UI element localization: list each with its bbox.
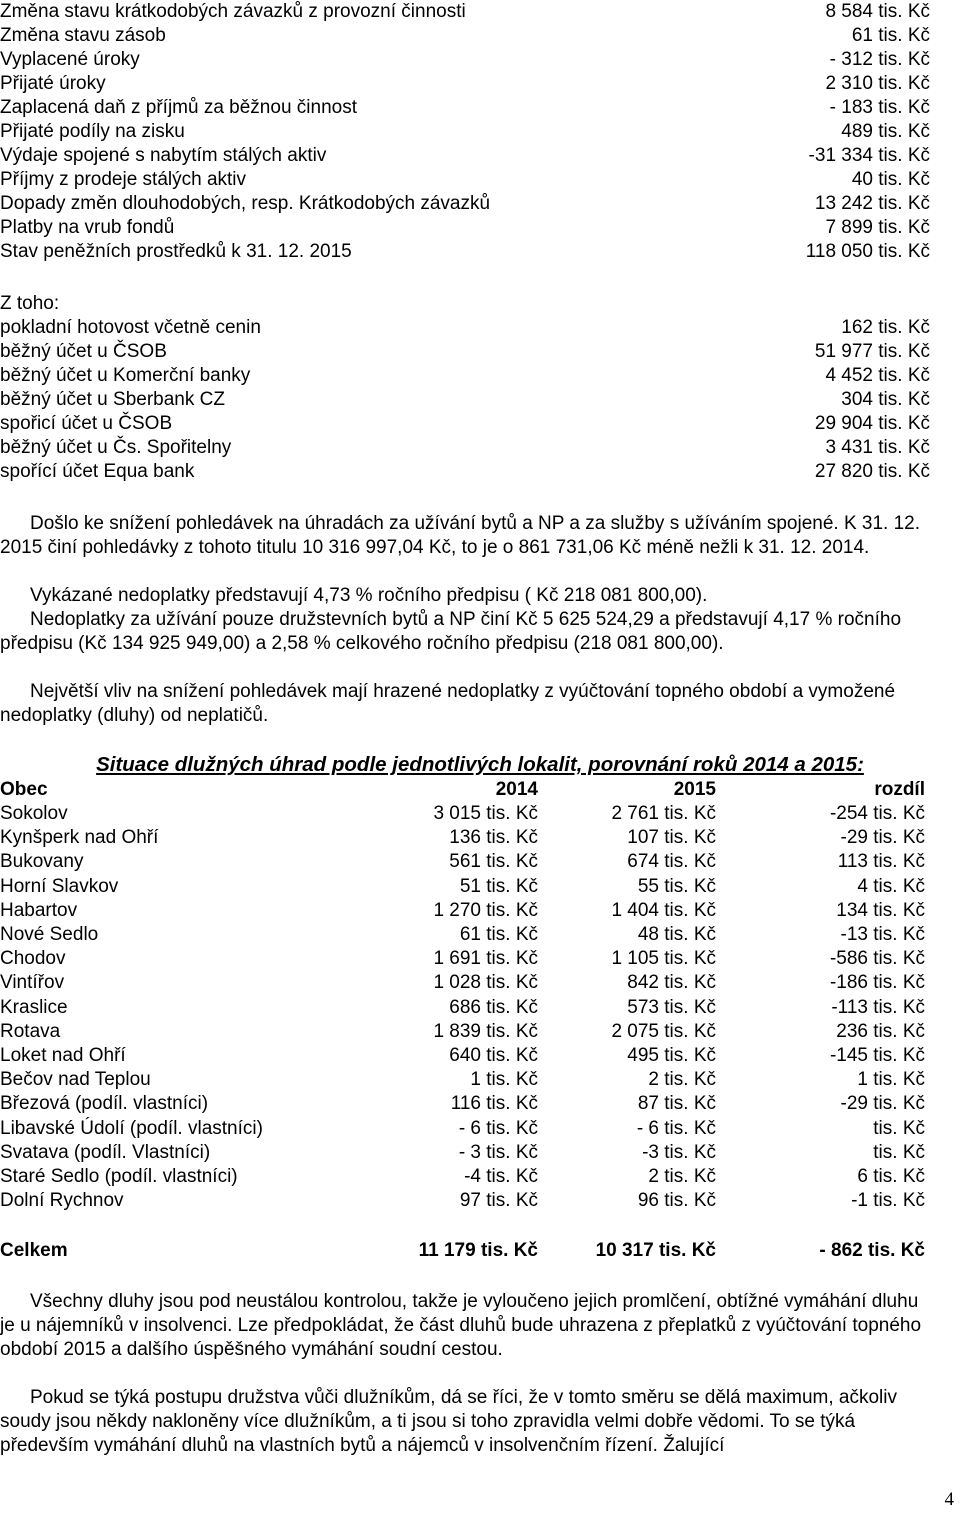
cell-2015: 573 tis. Kč	[627, 996, 716, 1018]
account-label: běžný účet u Komerční banky	[0, 365, 251, 386]
cell-obec: Březová (podíl. vlastníci)	[0, 1093, 209, 1115]
cell-2015: 96 tis. Kč	[637, 1190, 716, 1212]
cell-2015: 1 404 tis. Kč	[611, 899, 716, 921]
cashflow-label: Změna stavu zásob	[0, 25, 166, 46]
paragraph-influence: Největší vliv na snížení pohledávek mají hrazené nedoplatky z vyúčtování topného období a vymožené nedoplatky (dluhy) od neplatičů.	[0, 681, 896, 726]
paragraph-control: Všechny dluhy jsou pod neustálou kontrolou, takže je vyloučeno jejich promlčení, obtížné vymáhání dluhu je u nájemníků v insolvenci. Lze předpokládat, že část dluhů bude uhrazena z přeplatků z vyúčtování topného období 2015 a dalšího úspěšného vymáhání soudní cestou.	[0, 1291, 922, 1360]
cell-2015: 107 tis. Kč	[627, 827, 716, 849]
table-row	[0, 996, 935, 1020]
cell-obec: Svatava (podíl. Vlastníci)	[0, 1141, 211, 1163]
table-row	[0, 971, 935, 995]
cashflow-label: Změna stavu krátkodobých závazků z provozní činnosti	[0, 1, 466, 22]
cell-diff: 134 tis. Kč	[836, 899, 925, 921]
cashflow-value: 61 tis. Kč	[851, 25, 930, 46]
cell-2015: 1 105 tis. Kč	[611, 948, 716, 970]
paragraph-arrears-coop: Nedoplatky za užívání pouze družstevních bytů a NP činí Kč 5 625 524,29 a představují 4,17 % ročního předpisu (Kč 134 925 949,00) a 2,58 % celkového ročního předpisu (218 081 800,00).	[0, 609, 902, 654]
cell-diff: 6 tis. Kč	[857, 1166, 925, 1187]
total-diff: - 862 tis. Kč	[819, 1240, 925, 1261]
cell-2014: 116 tis. Kč	[450, 1093, 538, 1115]
cashflow-value: 40 tis. Kč	[851, 169, 930, 190]
cell-obec: Bečov nad Teplou	[0, 1069, 151, 1091]
cell-obec: Habartov	[0, 899, 78, 921]
cell-diff: -29 tis. Kč	[840, 827, 925, 849]
cashflow-label: Vyplacené úroky	[0, 49, 140, 70]
account-value: 4 452 tis. Kč	[825, 365, 930, 386]
cell-obec: Chodov	[0, 948, 66, 970]
cashflow-value: 7 899 tis. Kč	[825, 217, 930, 238]
header-2014: 2014	[495, 779, 538, 800]
table-row	[0, 1117, 935, 1141]
cell-2015: 48 tis. Kč	[637, 924, 716, 945]
table-row	[0, 947, 935, 971]
cell-2014: 640 tis. Kč	[449, 1045, 538, 1066]
cell-2014: 1 028 tis. Kč	[433, 972, 538, 994]
cashflow-value: -31 334 tis. Kč	[808, 145, 930, 166]
cell-2014: 3 015 tis. Kč	[433, 803, 538, 824]
cell-2015: 842 tis. Kč	[627, 972, 716, 994]
cell-2014: 97 tis. Kč	[459, 1190, 538, 1212]
cashflow-value: 489 tis. Kč	[841, 121, 930, 142]
cell-2015: 2 761 tis. Kč	[611, 803, 716, 824]
table-row	[0, 1165, 935, 1189]
account-value: 29 904 tis. Kč	[814, 413, 930, 434]
account-label: pokladní hotovost včetně cenin	[0, 317, 261, 338]
cashflow-value: 118 050 tis. Kč	[805, 241, 930, 262]
account-value: 51 977 tis. Kč	[814, 341, 930, 362]
cashflow-label: Příjmy z prodeje stálých aktiv	[0, 169, 247, 190]
table-row	[0, 1020, 935, 1044]
paragraph-procedure: Pokud se týká postupu družstva vůči dlužníkům, dá se říci, že v tomto směru se dělá maximum, ačkoliv soudy jsou někdy nakloněny více dlužníkům, a ti jsou si toho zpravidla velmi dobře vědomi. To se týká především vymáhání dluhů na vlastních bytů a nájemců v insolvenčním řízení. Žalující	[0, 1387, 897, 1456]
cell-2014: 1 691 tis. Kč	[433, 948, 538, 970]
cell-obec: Bukovany	[0, 851, 84, 873]
cashflow-value: 13 242 tis. Kč	[814, 193, 930, 214]
cell-2014: 51 tis. Kč	[459, 875, 538, 897]
total-label: Celkem	[0, 1240, 68, 1261]
cell-obec: Staré Sedlo (podíl. vlastníci)	[0, 1166, 238, 1187]
cashflow-value: 2 310 tis. Kč	[825, 73, 930, 94]
cell-2015: - 6 tis. Kč	[636, 1117, 716, 1139]
account-label: běžný účet u Čs. Spořitelny	[0, 437, 232, 458]
cell-2014: - 6 tis. Kč	[458, 1117, 538, 1139]
cashflow-label: Dopady změn dlouhodobých, resp. Krátkodobých závazků	[0, 193, 491, 214]
header-diff: rozdíl	[874, 779, 925, 800]
account-label: běžný účet u ČSOB	[0, 341, 167, 362]
cell-2014: 1 839 tis. Kč	[433, 1020, 538, 1042]
page-number: 4	[944, 1489, 954, 1510]
table-row	[0, 899, 935, 923]
cashflow-value: 8 584 tis. Kč	[825, 1, 930, 22]
cell-diff: 1 tis. Kč	[857, 1069, 925, 1091]
cell-diff: -29 tis. Kč	[840, 1093, 925, 1115]
cell-diff: 236 tis. Kč	[836, 1020, 925, 1042]
cell-2014: 61 tis. Kč	[459, 924, 538, 945]
cashflow-label: Zaplacená daň z příjmů za běžnou činnost	[0, 97, 357, 118]
cell-obec: Kynšperk nad Ohří	[0, 827, 159, 849]
cell-2015: 55 tis. Kč	[637, 875, 716, 897]
table-row	[0, 1141, 935, 1165]
table-total-row	[0, 1239, 935, 1263]
cell-2015: 2 tis. Kč	[648, 1166, 716, 1187]
cell-obec: Dolní Rychnov	[0, 1190, 124, 1212]
table-row	[0, 1189, 935, 1213]
cell-diff: -254 tis. Kč	[829, 803, 925, 824]
cell-diff: -1 tis. Kč	[851, 1190, 925, 1212]
table-row	[0, 875, 935, 899]
account-value: 304 tis. Kč	[841, 389, 930, 410]
cell-obec: Kraslice	[0, 996, 68, 1018]
cashflow-label: Platby na vrub fondů	[0, 217, 175, 238]
cell-2014: 1 tis. Kč	[470, 1069, 538, 1091]
cell-2014: 1 270 tis. Kč	[433, 899, 538, 921]
header-2015: 2015	[673, 779, 716, 800]
cashflow-value: - 183 tis. Kč	[829, 97, 930, 118]
table-row	[0, 923, 935, 947]
table-row	[0, 850, 935, 874]
cell-obec: Rotava	[0, 1020, 61, 1042]
cell-diff: -113 tis. Kč	[831, 996, 925, 1018]
cell-obec: Loket nad Ohří	[0, 1045, 126, 1066]
account-value: 162 tis. Kč	[841, 317, 930, 338]
cell-2015: 674 tis. Kč	[627, 851, 716, 873]
cell-diff: 4 tis. Kč	[857, 875, 925, 897]
cell-obec: Sokolov	[0, 803, 68, 824]
breakdown-heading: Z toho:	[0, 293, 60, 314]
total-2015: 10 317 tis. Kč	[595, 1240, 716, 1261]
table-row	[0, 1068, 935, 1092]
cell-diff: -145 tis. Kč	[829, 1045, 925, 1066]
cashflow-label: Stav peněžních prostředků k 31. 12. 2015	[0, 241, 352, 262]
cell-diff: -186 tis. Kč	[829, 972, 925, 994]
total-2014: 11 179 tis. Kč	[418, 1240, 538, 1261]
cell-obec: Vintířov	[0, 972, 65, 994]
cell-2015: 2 075 tis. Kč	[611, 1020, 716, 1042]
table-header-row	[0, 778, 935, 802]
table-row	[0, 1044, 935, 1068]
cell-2014: 136 tis. Kč	[449, 827, 538, 849]
table-row	[0, 1092, 935, 1116]
paragraph-arrears-total: Vykázané nedoplatky představují 4,73 % ročního předpisu ( Kč 218 081 800,00).	[30, 585, 708, 606]
account-label: běžný účet u Sberbank CZ	[0, 389, 225, 410]
cashflow-label: Výdaje spojené s nabytím stálých aktiv	[0, 145, 327, 166]
account-value: 3 431 tis. Kč	[825, 437, 930, 458]
header-obec: Obec	[0, 779, 48, 800]
cell-diff: tis. Kč	[873, 1117, 925, 1139]
cashflow-label: Přijaté podíly na zisku	[0, 121, 185, 142]
account-value: 27 820 tis. Kč	[814, 461, 930, 482]
cell-2015: 87 tis. Kč	[637, 1093, 716, 1115]
cell-diff: 113 tis. Kč	[837, 851, 925, 873]
cell-obec: Libavské Údolí (podíl. vlastníci)	[0, 1117, 263, 1139]
cell-diff: -13 tis. Kč	[840, 924, 925, 945]
table-row	[0, 802, 935, 826]
paragraph-receivables: Došlo ke snížení pohledávek na úhradách za užívání bytů a NP a za služby s užíváním spojené. K 31. 12. 2015 činí pohledávky z tohoto titulu 10 316 997,04 Kč, to je o 861 731,06 Kč méně nežli k 31. 12. 2014.	[0, 513, 921, 558]
cell-2014: 561 tis. Kč	[449, 851, 538, 873]
cell-diff: tis. Kč	[873, 1141, 925, 1163]
cashflow-label: Přijaté úroky	[0, 73, 106, 94]
cell-2015: 2 tis. Kč	[648, 1069, 716, 1091]
table-title: Situace dlužných úhrad podle jednotlivých lokalit, porovnání roků 2014 a 2015:	[96, 753, 864, 776]
account-label: spořicí účet u ČSOB	[0, 413, 173, 434]
cell-obec: Nové Sedlo	[0, 924, 99, 945]
cell-diff: -586 tis. Kč	[829, 948, 925, 970]
cell-2014: - 3 tis. Kč	[458, 1141, 538, 1163]
cell-2014: 686 tis. Kč	[449, 996, 538, 1018]
cashflow-value: - 312 tis. Kč	[829, 49, 930, 70]
cell-2014: -4 tis. Kč	[464, 1166, 538, 1187]
cell-obec: Horní Slavkov	[0, 875, 119, 897]
cell-2015: 495 tis. Kč	[627, 1045, 716, 1066]
account-label: spořící účet Equa bank	[0, 461, 195, 482]
table-row	[0, 826, 935, 850]
cell-2015: -3 tis. Kč	[642, 1141, 716, 1163]
